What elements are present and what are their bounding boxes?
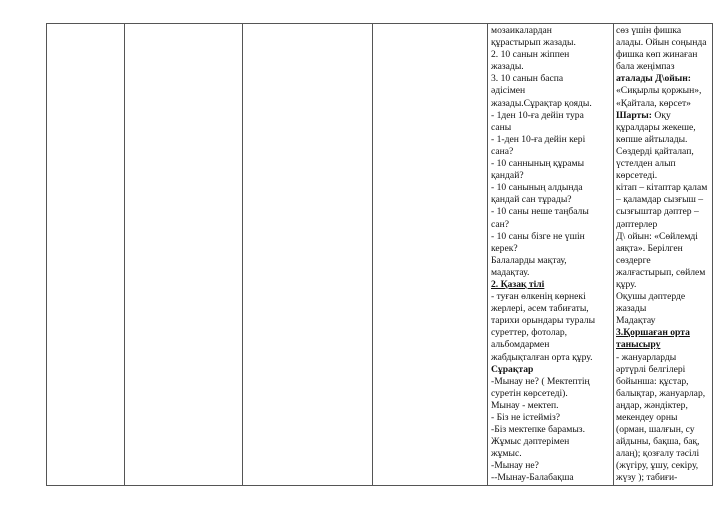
text-line: саны	[491, 121, 512, 133]
text-line: жабдықталған орта құру.	[491, 351, 593, 363]
text-line: Сұрақтар	[491, 363, 534, 375]
text-line: – қаламдар сызғыш –	[616, 194, 704, 206]
text-line: -Біз мектепке барамыз.	[491, 424, 585, 436]
text-line: дәптерлер	[616, 218, 658, 230]
text-line: Мадақтау	[616, 315, 656, 327]
text-line: --Мынау-Балабақша	[491, 472, 574, 484]
lesson-plan-table	[46, 23, 713, 486]
text-line: - 1ден 10-ға дейін тура	[491, 109, 584, 121]
text-line: - жануарларды	[616, 351, 677, 363]
text-line: сызғыштар дәптер –	[616, 206, 699, 218]
text-line: жазады.	[491, 61, 524, 73]
text-line: аңдар, жәндіктер,	[616, 399, 688, 411]
text-line: балықтар, жануарлар,	[616, 387, 706, 399]
text-line: аяқта». Берілген	[616, 242, 683, 254]
text-line: жүзу ); табиғи-	[616, 472, 678, 484]
text-line: әртүрлі белгілері	[616, 363, 686, 375]
text-line: суретін көрсетеді).	[491, 387, 568, 399]
text-line: - туған өлкенің көрнекі	[491, 291, 586, 303]
text-line: сөздерге	[616, 254, 651, 266]
text-line: Сөздерді қайталап,	[616, 145, 694, 157]
text-line: керек?	[491, 242, 518, 254]
text-line: 2. Қазақ тілі	[491, 278, 545, 290]
text-line: құрастырып жазады.	[491, 37, 576, 49]
table-cell-empty-1	[47, 24, 124, 485]
text-line: бала жеңімпаз	[616, 61, 675, 73]
text-line: үстелден алып	[616, 158, 676, 170]
text-line: мекендеу орны	[616, 412, 678, 423]
text-line: алады. Ойын соңында	[616, 37, 707, 49]
text-line: (орман, шалғын, су	[616, 424, 695, 436]
text-line: Жұмыс дәптерімен	[491, 436, 570, 448]
text-line: көрсетеді.	[616, 170, 658, 182]
text-line: кітап – кітаптар қалам	[616, 182, 708, 194]
text-line: құралдары жекеше,	[616, 121, 696, 133]
text-line: жерлері, әсем табиғаты,	[491, 303, 589, 315]
text-line: альбомдармен	[491, 339, 550, 351]
text-line: - 10 саннының құрамы	[491, 158, 585, 170]
text-line: танысыру	[616, 339, 661, 351]
text-line: тарихи орындары туралы	[491, 315, 596, 327]
text-line: -Мынау не?	[491, 460, 539, 472]
text-line: мозаикалардан	[491, 25, 552, 36]
text-line: (жүгіру, ұшу, секіру,	[616, 460, 699, 472]
text-line: жалғастырып, сөйлем	[616, 266, 706, 278]
text-line: 3.Қоршаған орта	[616, 327, 690, 339]
text-line: жазады.Сұрақтар қояды.	[491, 97, 592, 109]
text-line: бойынша: құстар,	[616, 375, 689, 387]
text-line: алаң); қозғалу тәсілі	[616, 448, 700, 460]
text-line: аталады Д\ойын:	[616, 73, 691, 85]
text-line: сан?	[491, 218, 510, 230]
text-line: «Қайтала, көрсет»	[616, 97, 691, 109]
text-line: фишка көп жинаған	[616, 49, 698, 61]
text-line: суреттер, фотолар,	[491, 327, 568, 339]
text-line: Оқушы дәптерде	[616, 291, 686, 303]
table-cell-math-kazakh	[487, 24, 613, 485]
text-line: - 1-ден 10-ға дейін кері	[491, 133, 586, 145]
text-line: Д\ ойын: «Сөйлемді	[616, 230, 698, 242]
text-line: сөз үшін фишка	[616, 25, 682, 36]
table-cell-empty-2	[124, 24, 242, 485]
table-cell-empty-4	[372, 24, 487, 485]
text-line: құру.	[616, 278, 637, 290]
text-line: - 10 саны неше таңбалы	[491, 206, 589, 218]
text-line: жұмыс.	[491, 448, 522, 460]
text-line: «Сиқырлы қоржын»,	[616, 85, 702, 97]
text-line: 3. 10 санын баспа	[491, 73, 564, 85]
text-line: сана?	[491, 145, 514, 157]
text-line: айдыны, бақша, бақ,	[616, 436, 700, 448]
text-line: - Біз не істейміз?	[491, 412, 561, 423]
table-cell-games-environment	[613, 24, 714, 485]
text-line: - 10 санының алдында	[491, 182, 583, 194]
text-line: Шарты: Оқу	[616, 109, 671, 121]
text-line: Балаларды мақтау,	[491, 254, 567, 266]
text-line: -Мынау не? ( Мектептің	[491, 375, 590, 387]
text-line: қандай сан тұрады?	[491, 194, 572, 206]
text-line: мадақтау.	[491, 266, 530, 278]
text-line: Мынау - мектеп.	[491, 399, 559, 411]
table-cell-empty-3	[242, 24, 372, 485]
text-line: қандай?	[491, 170, 524, 182]
text-line: 2. 10 санын жіппен	[491, 49, 570, 61]
text-line: - 10 саны бізге не үшін	[491, 230, 585, 242]
text-line: жазады	[616, 303, 647, 315]
text-line: әдісімен	[491, 85, 526, 97]
text-line: көпше айтылады.	[616, 133, 688, 145]
